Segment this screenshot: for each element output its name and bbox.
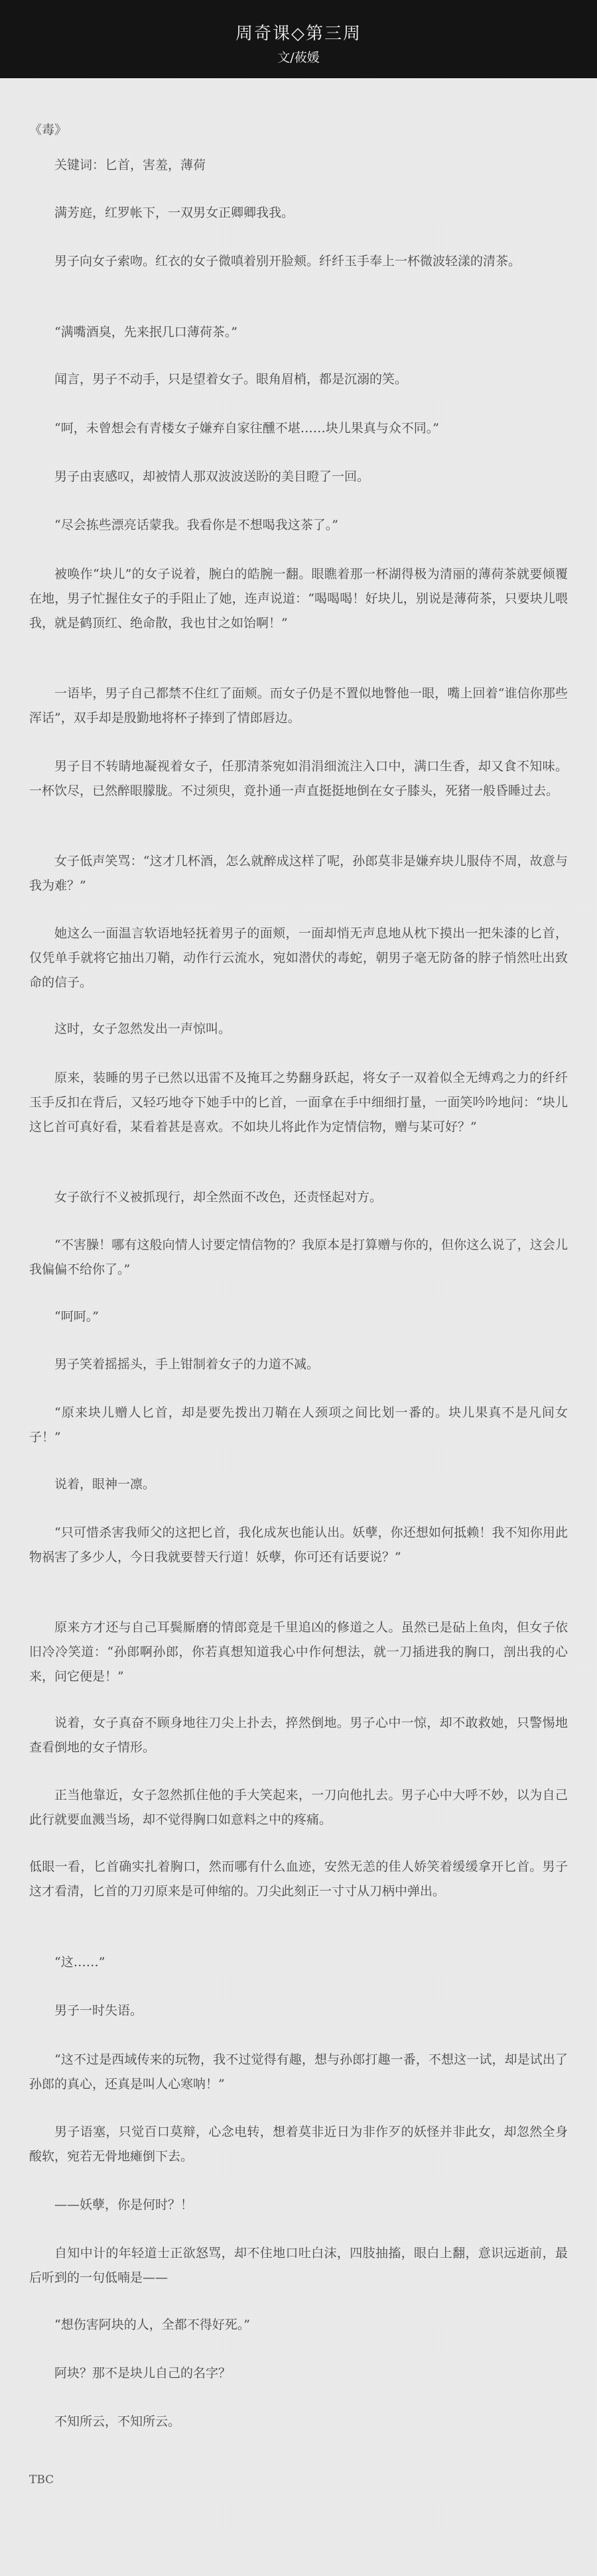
paragraph: “这不过是西域传来的玩物，我不过觉得有趣，想与孙郎打趣一番，不想这一试，却是试出了孙郎的真心，还真是叫人心寒呐！” (29, 2052, 568, 2091)
paragraph: “只可惜杀害我师父的这把匕首，我化成灰也能认出。妖孽，你还想如何抵赖！我不知你用此物祸害了多少人，今日我就要替天行道！妖孽，你可还有话要说？” (29, 1525, 568, 1564)
author-line: 文/莜媛 (277, 50, 320, 65)
paragraph: 男子由衷感叹，却被情人那双波波送盼的美目瞪了一回。 (54, 469, 370, 484)
paragraph: 满芳庭，红罗帐下，一双男女正卿卿我我。 (54, 205, 295, 220)
paragraph: 原来方才还与自己耳鬓厮磨的情郎竟是千里追凶的修道之人。虽然已是砧上鱼肉，但女子依旧冷冷笑道：“孙郎啊孙郎，你若真想知道我心中作何想法，就一刀插进我的胸口，剖出我的心来，问它便是！” (29, 1620, 568, 1684)
paragraph: 阿块？那不是块儿自己的名字？ (54, 2366, 232, 2380)
to-be-continued-label: TBC (29, 2473, 54, 2487)
paragraph: “想伤害阿块的人，全都不得好死。” (54, 2317, 250, 2332)
paragraph: “呵呵。” (54, 1309, 99, 1324)
paragraph: 男子一时失语。 (54, 2003, 143, 2018)
paragraph: 闻言，男子不动手，只是望着女子。眼角眉梢，都是沉溺的笑。 (54, 372, 408, 386)
story-content (29, 118, 568, 2544)
page-header (0, 0, 597, 78)
paragraph: 自知中计的年轻道士正欲怒骂，却不住地口吐白沫，四肢抽搐，眼白上翻，意识远逝前，最后听到的一句低喃是—— (29, 2246, 568, 2285)
paragraph: “这……” (54, 1955, 105, 1969)
paragraph: 说着，眼神一凛。 (54, 1477, 156, 1492)
paragraph: 低眼一看，匕首确实扎着胸口，然而哪有什么血迹，安然无恙的佳人娇笑着缓缓拿开匕首。男子这才看清，匕首的刀刃原来是可伸缩的。刀尖此刻正一寸寸从刀柄中弹出。 (29, 1859, 568, 1899)
paragraph: 关键词：匕首，害羞，薄荷 (54, 158, 206, 172)
paragraph: 一语毕，男子自己都禁不住红了面颊。而女子仍是不置似地瞥他一眼，嘴上回着“谁信你那些浑话”，双手却是殷勤地将杯子捧到了情郎唇边。 (29, 686, 568, 725)
page-title: 周奇课◇第三周 (235, 24, 362, 44)
paragraph: 女子低声笑骂：“这才几杯酒，怎么就醉成这样了呢，孙郎莫非是嫌弃块儿服侍不周，故意与我为难？” (29, 854, 568, 893)
article-body (0, 78, 597, 2576)
paragraph: 男子目不转睛地凝视着女子，任那清茶宛如涓涓细流注入口中，满口生香，却又食不知味。一杯饮尽，已然醉眼朦胧。不过须臾，竟扑通一声直挺挺地倒在女子膝头，死猪一般昏睡过去。 (29, 759, 568, 798)
paragraph: ——妖孽，你是何时？！ (54, 2197, 194, 2212)
paragraph: 男子笑着摇摇头，手上钳制着女子的力道不减。 (54, 1357, 320, 1372)
paragraph: 不知所云，不知所云。 (54, 2414, 181, 2429)
paragraph: 这时，女子忽然发出一声惊叫。 (54, 1022, 232, 1036)
paragraph: “原来块儿赠人匕首，却是要先拨出刀鞘在人颈项之间比划一番的。块儿果真不是凡间女子！” (29, 1405, 568, 1444)
paragraph: 她这么一面温言软语地轻抚着男子的面颊，一面却悄无声息地从枕下摸出一把朱漆的匕首，仅凭单手就将它抽出刀鞘，动作行云流水，宛如潜伏的毒蛇，朝男子毫无防备的脖子悄然吐出致命的信子。 (29, 926, 568, 990)
paragraph: 男子向女子索吻。红衣的女子微嗔着别开脸颊。纤纤玉手奉上一杯微波轻漾的清茶。 (54, 254, 521, 268)
paragraph: “满嘴酒臭，先来抿几口薄荷茶。” (54, 325, 237, 339)
paragraph: 女子欲行不义被抓现行，却全然面不改色，还责怪起对方。 (54, 1190, 383, 1204)
paragraph: 正当他靠近，女子忽然抓住他的手大笑起来，一刀向他扎去。男子心中大呼不妙，以为自己此行就要血溅当场，却不觉得胸口如意料之中的疼痛。 (29, 1788, 568, 1827)
story-heading: 《毒》 (29, 123, 68, 137)
paragraph: “尽会拣些漂亮话蒙我。我看你是不想喝我这茶了。” (54, 518, 338, 532)
paragraph: 被唤作“块儿”的女子说着，腕白的皓腕一翻。眼瞧着那一杯湖得极为清丽的薄荷茶就要倾覆在地，男子忙握住女子的手阻止了她，连声说道：“喝喝喝！好块儿，别说是薄荷茶，只要块儿喂我，就是鹤顶红、绝命散，我也甘之如饴啊！” (29, 567, 568, 630)
paragraph: 原来，装睡的男子已然以迅雷不及掩耳之势翻身跃起，将女子一双着似全无缚鸡之力的纤纤玉手反扣在背后，又轻巧地夺下她手中的匕首，一面拿在手中细细打量，一面笑吟吟地问：“块儿这匕首可真好看，某看着甚是喜欢。不如块儿将此作为定情信物，赠与某可好？” (29, 1071, 568, 1134)
paragraph: “呵，未曾想会有青楼女子嫌弃自家往醺不堪……块儿果真与众不同。” (54, 421, 439, 436)
paragraph: “不害臊！哪有这般向情人讨要定情信物的？我原本是打算赠与你的，但你这么说了，这会儿我偏偏不给你了。” (29, 1238, 568, 1277)
paragraph: 说着，女子真奋不顾身地往刀尖上扑去，捽然倒地。男子心中一惊，却不敢救她，只警惕地查看倒地的女子情形。 (29, 1716, 568, 1755)
paragraph: 男子语塞，只觉百口莫辩，心念电转，想着莫非近日为非作歹的妖怪并非此女，却忽然全身酸软，宛若无骨地瘫倒下去。 (29, 2125, 568, 2164)
